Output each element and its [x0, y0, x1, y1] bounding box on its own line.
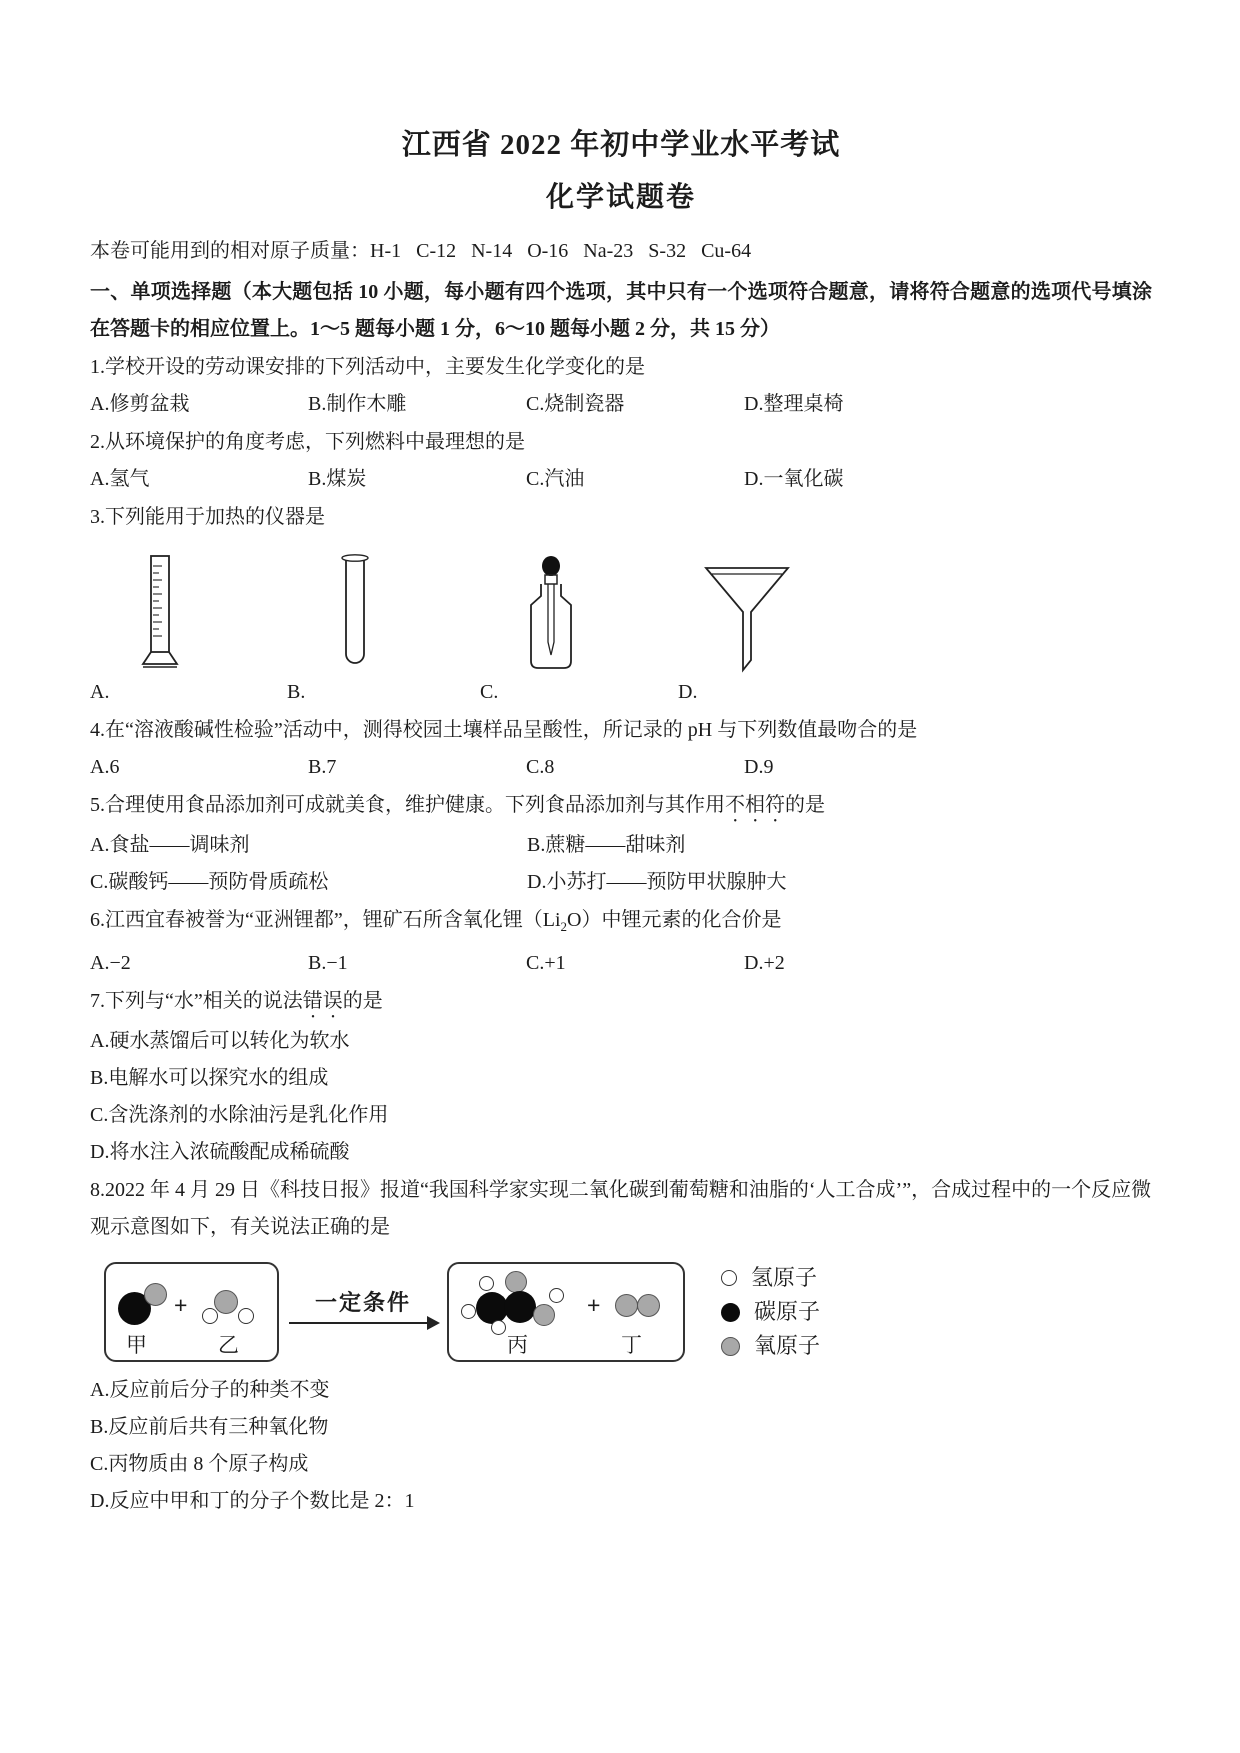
legend-oxygen-label: 氧原子: [754, 1333, 821, 1358]
question-7-stem-pre: 7.下列与“水”相关的说法: [90, 990, 303, 1012]
question-6-stem-pre: 6.江西宜春被誉为“亚洲锂都”，锂矿石所含氧化锂（Li: [90, 909, 561, 931]
question-3: [90, 499, 1152, 711]
question-1-options: [90, 386, 1152, 423]
option-6a: A.−2: [90, 952, 131, 974]
oxygen-atom-icon: [721, 1337, 740, 1356]
hydrogen-atom: [491, 1320, 506, 1335]
question-3-labels: [90, 674, 1152, 711]
question-2-options: [90, 461, 1152, 498]
option-1c: C.烧制瓷器: [526, 393, 625, 415]
option-4c: C.8: [526, 756, 555, 778]
option-4d: D.9: [744, 756, 774, 778]
question-3-images: [90, 546, 1152, 674]
option-3b: B.: [287, 681, 306, 703]
arrow-icon: [289, 1322, 437, 1324]
option-3c: C.: [480, 681, 499, 703]
oxygen-atom: [637, 1294, 660, 1317]
question-6-subscript: 2: [560, 919, 568, 934]
reactants-box: [104, 1262, 279, 1362]
question-6-stem: [90, 902, 1152, 945]
question-5: [90, 787, 1152, 901]
oxygen-atom: [615, 1294, 638, 1317]
option-2a: A.氢气: [90, 468, 150, 490]
hydrogen-atom: [202, 1308, 218, 1324]
atom-legend: [721, 1264, 820, 1360]
test-tube-image: [287, 552, 480, 674]
graduated-cylinder-image: [90, 552, 287, 674]
option-8b: B.反应前后共有三种氧化物: [90, 1416, 329, 1438]
reaction-condition: 一定条件: [314, 1290, 411, 1315]
option-7a: A.硬水蒸馏后可以转化为软水: [90, 1030, 350, 1052]
option-3a: A.: [90, 681, 110, 703]
products-box: [447, 1262, 685, 1362]
oxygen-atom: [505, 1271, 527, 1293]
question-4-stem: 4.在“溶液酸碱性检验”活动中，测得校园土壤样品呈酸性，所记录的 pH 与下列数值最吻合的是: [90, 719, 918, 741]
option-6b: B.−1: [308, 952, 348, 974]
question-1: [90, 349, 1152, 423]
question-7-stem: [90, 983, 1152, 1023]
question-5-options: [90, 827, 1152, 901]
funnel-image: [678, 562, 1152, 674]
question-3-stem: 3.下列能用于加热的仪器是: [90, 506, 325, 528]
option-5a: A.食盐——调味剂: [90, 834, 250, 856]
option-6d: D.+2: [744, 952, 785, 974]
option-5c: C.碳酸钙——预防骨质疏松: [90, 871, 329, 893]
question-5-stem: [90, 787, 1152, 827]
option-8d: D.反应中甲和丁的分子个数比是 2：1: [90, 1490, 415, 1512]
question-6: [90, 902, 1152, 982]
carbon-atom: [504, 1291, 536, 1323]
legend-carbon: [721, 1298, 820, 1326]
option-8a: A.反应前后分子的种类不变: [90, 1379, 330, 1401]
question-5-stem-emphasis: 不相符: [725, 794, 785, 816]
option-1a: A.修剪盆栽: [90, 393, 190, 415]
section-one-header: 一、单项选择题（本大题包括 10 小题，每小题有四个选项，其中只有一个选项符合题意，请将符合题意的选项代号填涂在答题卡的相应位置上。1～5 题每小题 1 分，6～10 题每小题 2 分，共 15 分）: [90, 281, 1152, 340]
legend-hydrogen: [721, 1264, 820, 1292]
plus-sign: +: [587, 1292, 601, 1318]
question-2-stem: 2.从环境保护的角度考虑，下列燃料中最理想的是: [90, 431, 525, 453]
molecule-ding-label: 丁: [621, 1333, 642, 1357]
legend-carbon-label: 碳原子: [754, 1299, 821, 1324]
exam-subtitle: 化学试题卷: [545, 182, 696, 213]
dropper-bottle-image: [480, 554, 678, 674]
carbon-atom-icon: [721, 1303, 740, 1322]
reaction-arrow: [279, 1286, 447, 1324]
question-4: [90, 712, 1152, 786]
option-7d: D.将水注入浓硫酸配成稀硫酸: [90, 1141, 350, 1163]
question-1-stem: 1.学校开设的劳动课安排的下列活动中，主要发生化学变化的是: [90, 356, 645, 378]
question-8: [90, 1172, 1152, 1520]
option-5b: B.蔗糖——甜味剂: [527, 834, 686, 856]
molecule-jia-label: 甲: [126, 1333, 147, 1357]
question-7-stem-post: 的是: [342, 990, 383, 1012]
option-5d: D.小苏打——预防甲状腺肿大: [527, 871, 787, 893]
hydrogen-atom: [479, 1276, 494, 1291]
option-7b: B.电解水可以探究水的组成: [90, 1067, 329, 1089]
option-1d: D.整理桌椅: [744, 393, 844, 415]
legend-hydrogen-label: 氢原子: [751, 1265, 818, 1290]
question-7-stem-emphasis: 错误: [302, 990, 343, 1012]
option-2d: D.一氧化碳: [744, 468, 844, 490]
option-2b: B.煤炭: [308, 468, 367, 490]
option-7c: C.含洗涤剂的水除油污是乳化作用: [90, 1104, 389, 1126]
question-6-options: [90, 945, 1152, 982]
option-1b: B.制作木雕: [308, 393, 407, 415]
question-2: [90, 424, 1152, 498]
reaction-diagram: [104, 1262, 1152, 1362]
option-4b: B.7: [308, 756, 337, 778]
atomic-mass-note: 本卷可能用到的相对原子质量：H-1 C-12 N-14 O-16 Na-23 S-32 Cu-64: [90, 240, 752, 262]
question-4-options: [90, 749, 1152, 786]
oxygen-atom: [533, 1304, 555, 1326]
option-6c: C.+1: [526, 952, 566, 974]
option-8c: C.丙物质由 8 个原子构成: [90, 1453, 309, 1475]
question-5-stem-pre: 5.合理使用食品添加剂可成就美食，维护健康。下列食品添加剂与其作用: [90, 794, 725, 816]
hydrogen-atom: [461, 1304, 476, 1319]
hydrogen-atom: [549, 1288, 564, 1303]
oxygen-atom: [144, 1283, 167, 1306]
hydrogen-atom-icon: [721, 1270, 737, 1286]
question-7: [90, 983, 1152, 1171]
option-2c: C.汽油: [526, 468, 585, 490]
legend-oxygen: [721, 1332, 820, 1360]
oxygen-atom: [214, 1290, 238, 1314]
question-6-stem-post: O）中锂元素的化合价是: [567, 909, 782, 931]
question-5-stem-post: 的是: [785, 794, 825, 816]
exam-title: 江西省 2022 年初中学业水平考试: [401, 129, 841, 161]
question-8-stem: 8.2022 年 4 月 29 日《科技日报》报道“我国科学家实现二氧化碳到葡萄糖和油脂的‘人工合成’”，合成过程中的一个反应微观示意图如下，有关说法正确的是: [90, 1179, 1152, 1238]
hydrogen-atom: [238, 1308, 254, 1324]
option-4a: A.6: [90, 756, 120, 778]
molecule-yi-label: 乙: [218, 1333, 239, 1357]
option-3d: D.: [678, 681, 698, 703]
molecule-bing-label: 丙: [507, 1333, 528, 1357]
plus-sign: +: [174, 1292, 188, 1318]
